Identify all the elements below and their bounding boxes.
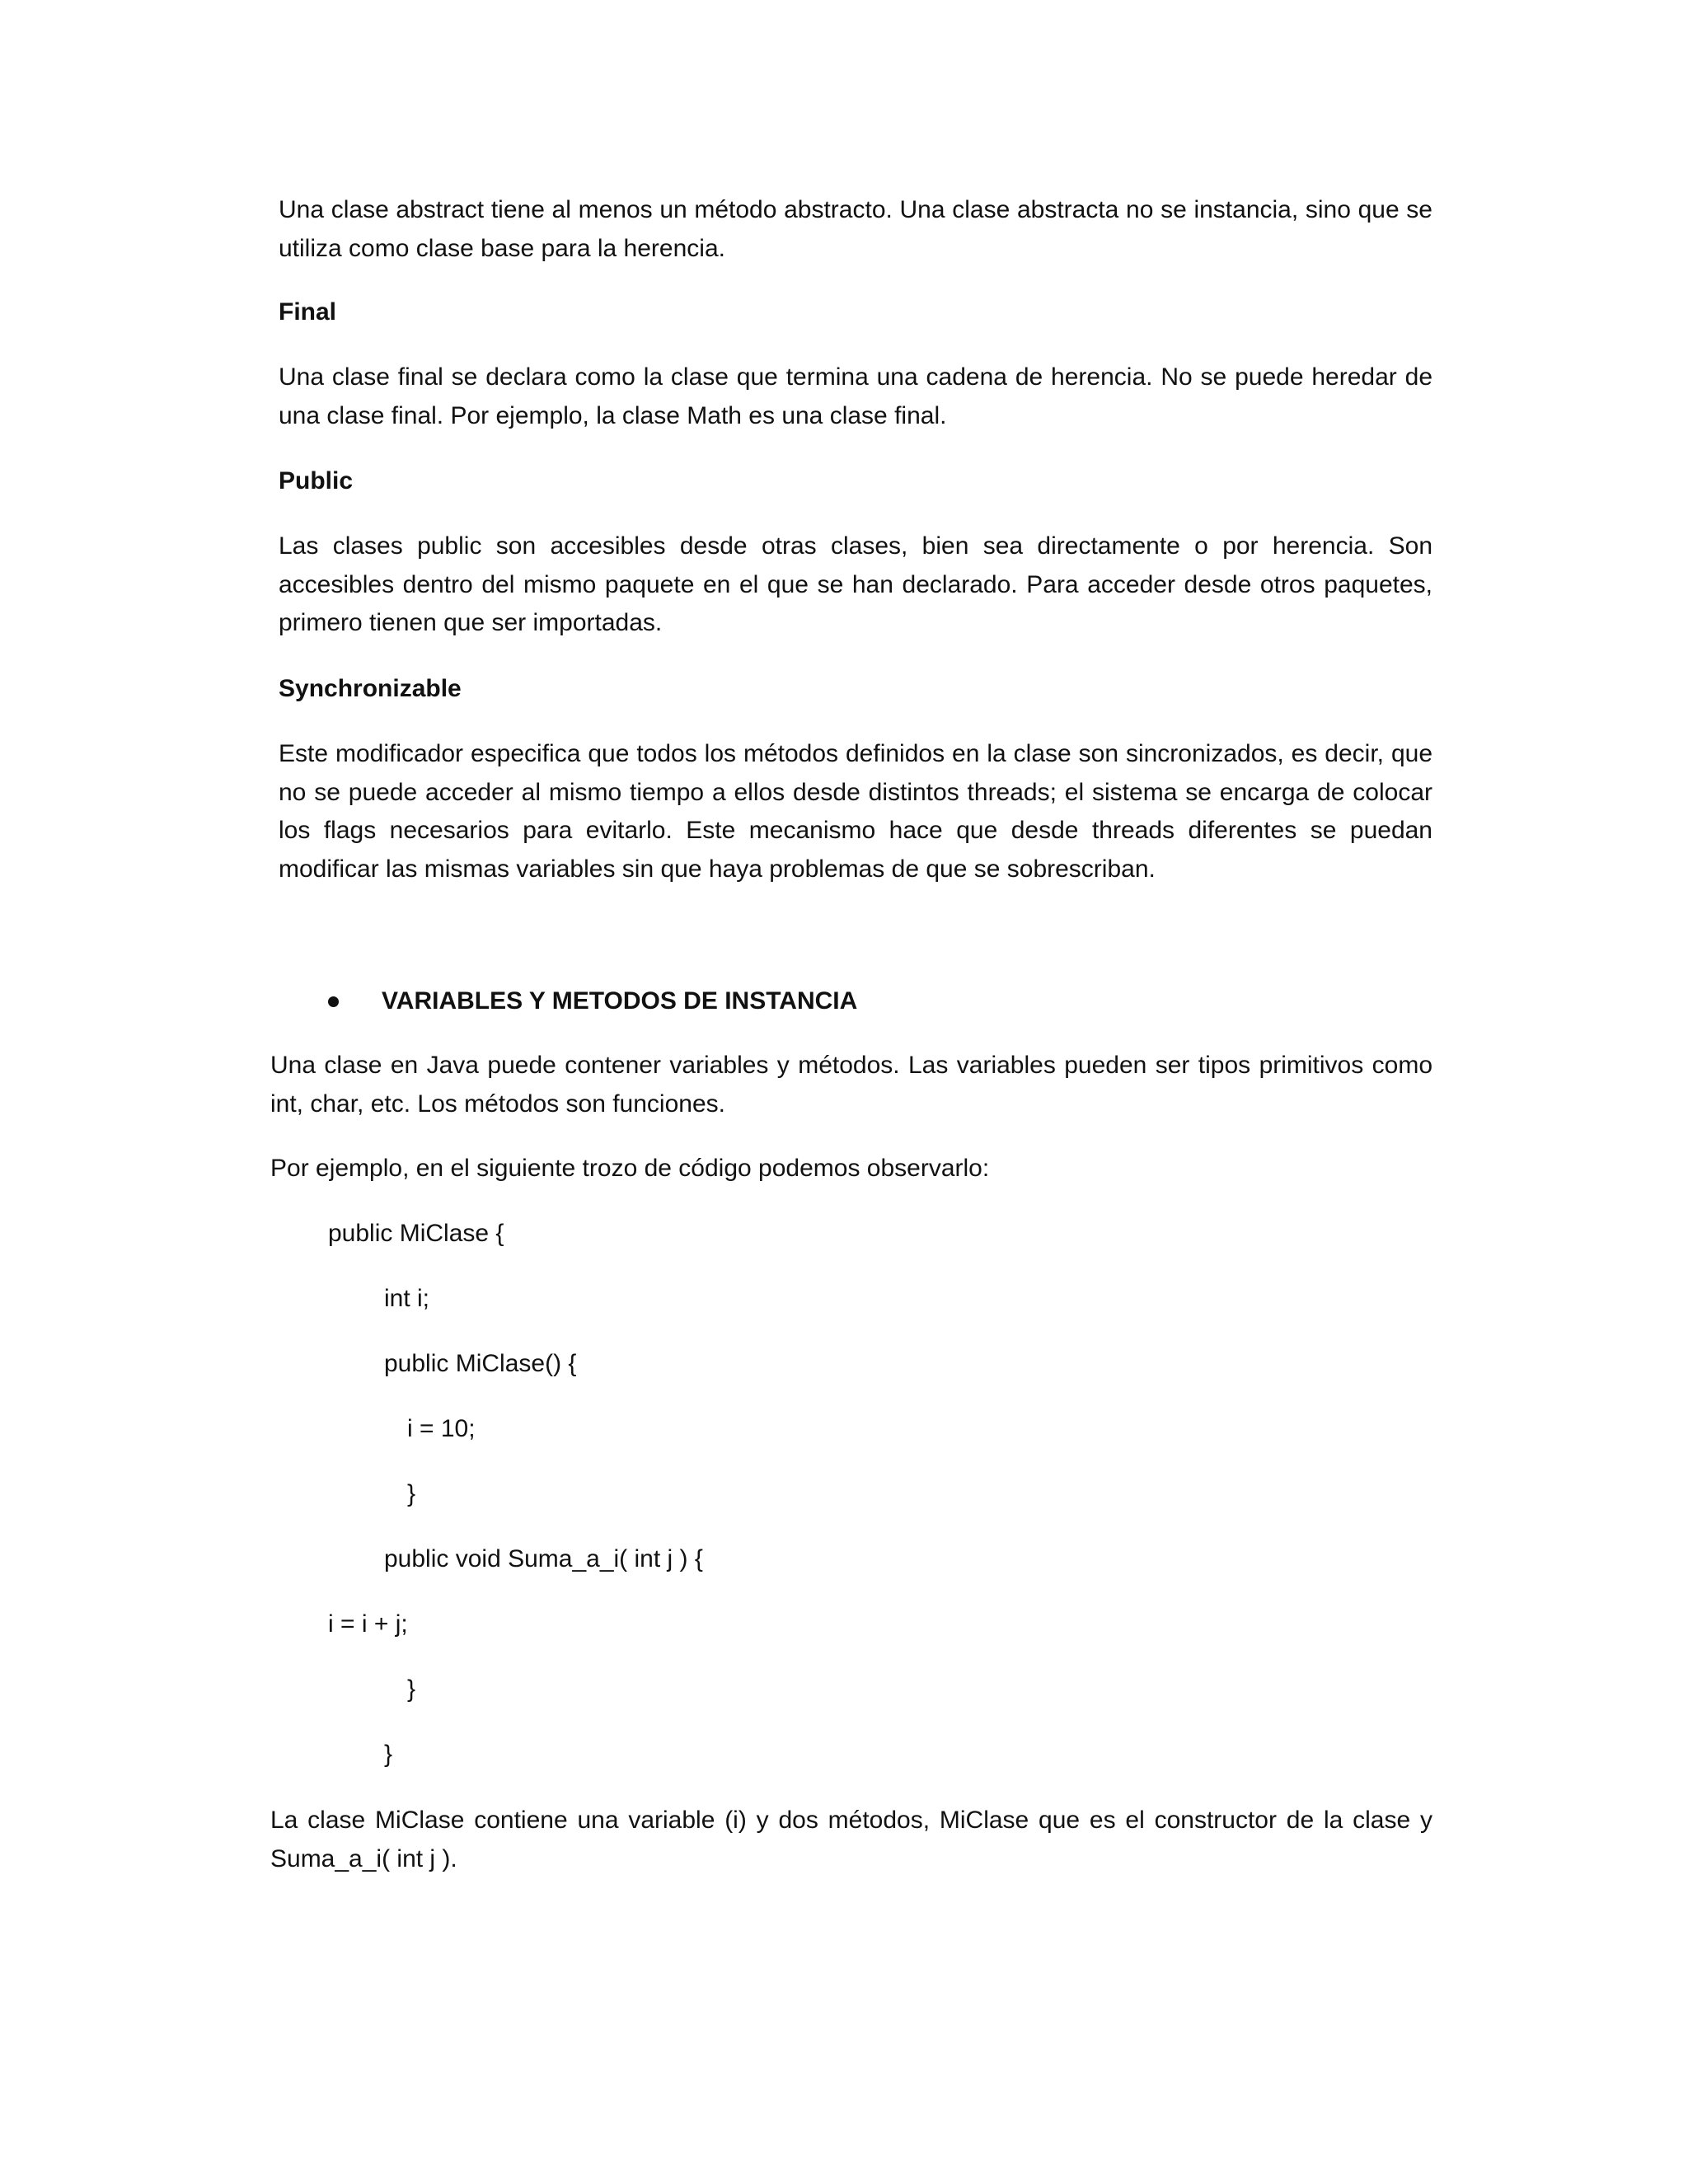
- variables-intro-paragraph: Una clase en Java puede contener variables y métodos. Las variables pueden ser tipos primitivos como int, char, etc. Los métodos son funciones.: [270, 1052, 1432, 1118]
- code-line: }: [407, 1480, 416, 1507]
- variables-heading: VARIABLES Y METODOS DE INSTANCIA: [382, 987, 858, 1015]
- public-paragraph: Las clases public son accesibles desde otras clases, bien sea directamente o por herencia. Son accesibles dentro del mismo paquete en el que se han declarado. Para acceder desde otros paquetes, primero tienen que ser importadas.: [279, 532, 1432, 636]
- bullet-icon: [328, 996, 339, 1007]
- public-heading: Public: [279, 467, 354, 494]
- closing-paragraph: La clase MiClase contiene una variable (i) y dos métodos, MiClase que es el constructor de la clase y Suma_a_i( int j ).: [270, 1807, 1432, 1872]
- code-line: public void Suma_a_i( int j ) {: [384, 1545, 703, 1572]
- code-line: public MiClase {: [328, 1220, 504, 1247]
- code-line: }: [407, 1675, 416, 1703]
- code-line: int i;: [384, 1285, 430, 1312]
- bullet-list-item: [328, 982, 857, 1021]
- code-line: }: [384, 1741, 393, 1768]
- code-line: public MiClase() {: [384, 1350, 577, 1377]
- final-paragraph: Una clase final se declara como la clase que termina una cadena de herencia. No se puede heredar de una clase final. Por ejemplo, la clase Math es una clase final.: [279, 363, 1432, 429]
- example-paragraph: Por ejemplo, en el siguiente trozo de código podemos observarlo:: [270, 1155, 990, 1182]
- synchronizable-heading: Synchronizable: [279, 675, 462, 702]
- code-line: i = 10;: [407, 1415, 476, 1442]
- synchronizable-paragraph: Este modificador especifica que todos los métodos definidos en la clase son sincronizados, es decir, que no se puede acceder al mismo tiempo a ellos desde distintos threads; el sistema se encarga de colocar los flags necesarios para evitarlo. Este mecanismo hace que desde threads diferentes se puedan modificar las mismas variables sin que haya problemas de que se sobrescriban.: [279, 740, 1432, 883]
- code-line: i = i + j;: [328, 1610, 408, 1638]
- abstract-paragraph: Una clase abstract tiene al menos un método abstracto. Una clase abstracta no se instancia, sino que se utiliza como clase base para la herencia.: [279, 196, 1432, 262]
- final-heading: Final: [279, 298, 337, 326]
